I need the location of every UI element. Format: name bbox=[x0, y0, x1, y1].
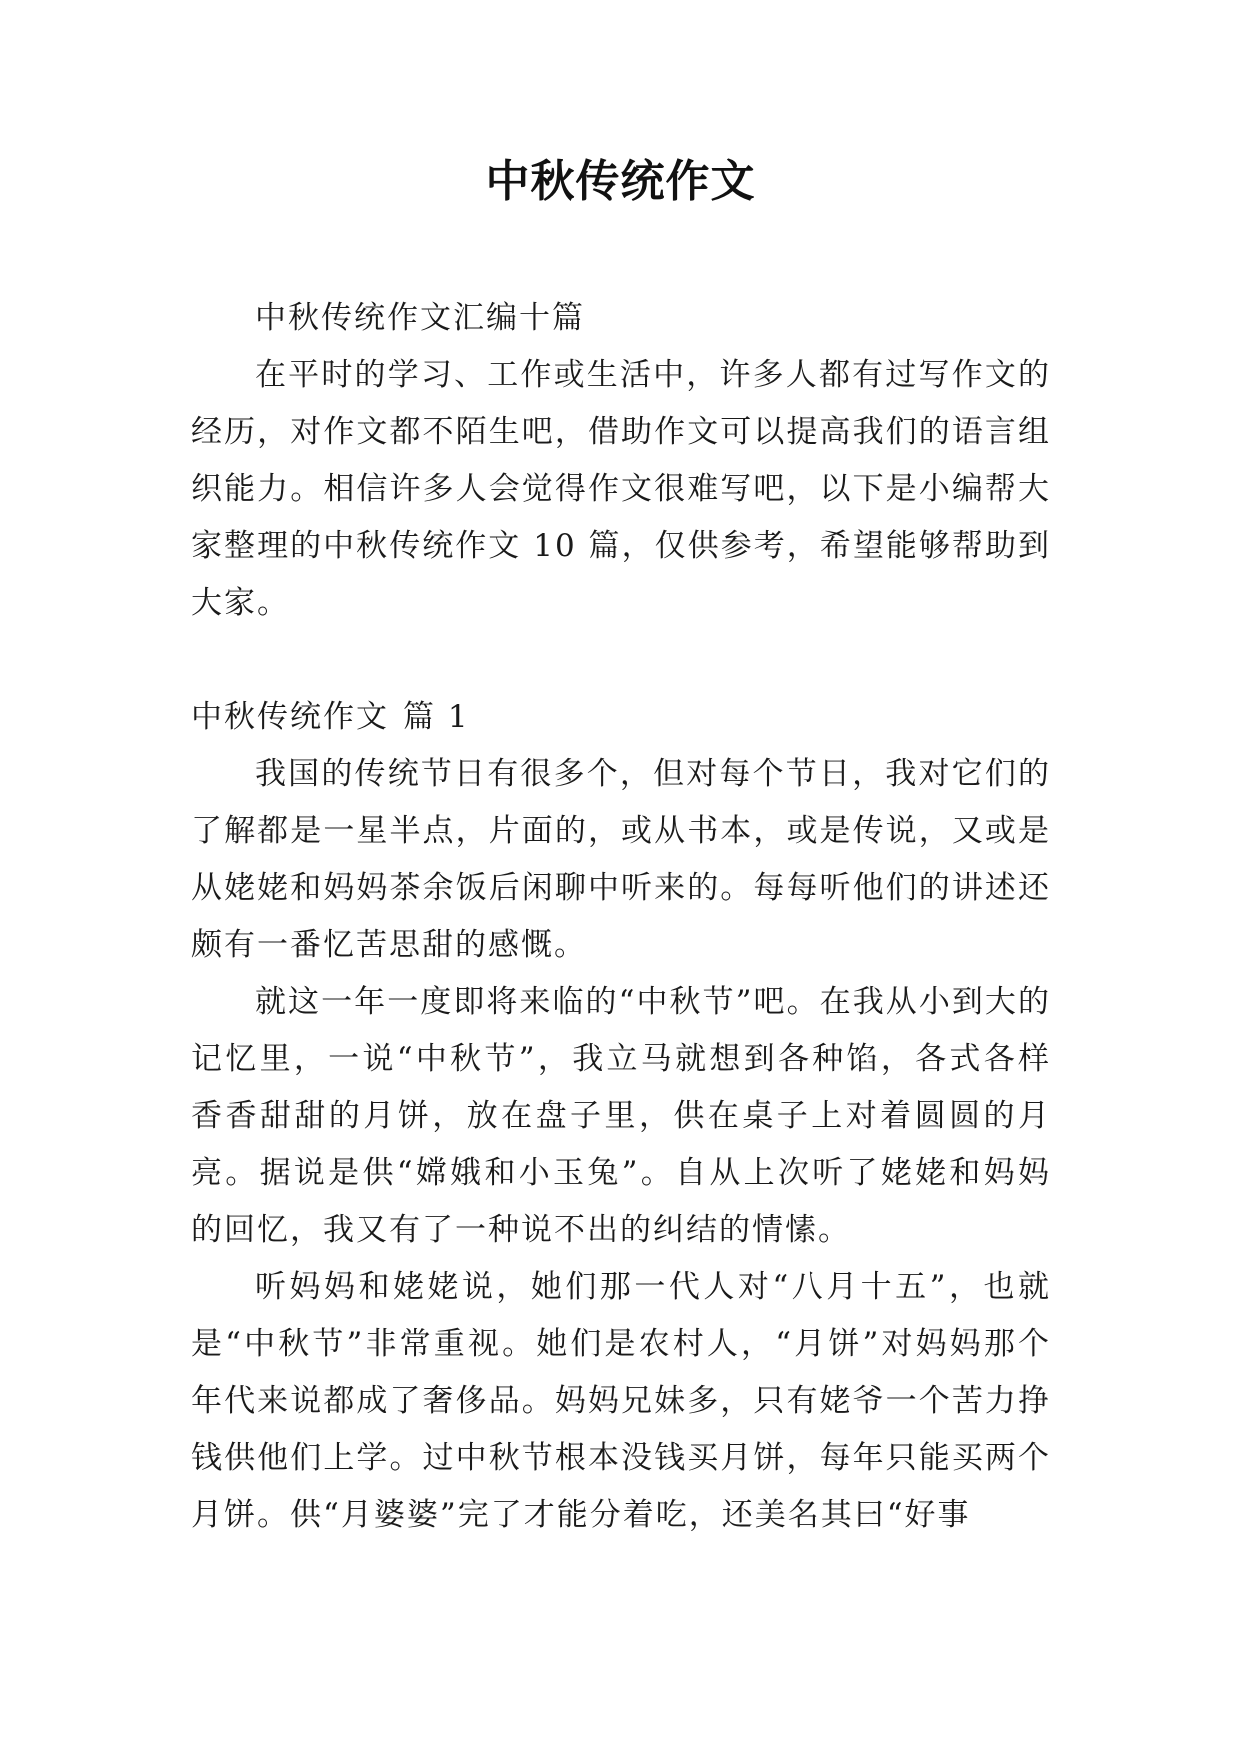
document-title: 中秋传统作文 bbox=[485, 156, 756, 207]
intro-paragraph: 在平时的学习、工作或生活中，许多人都有过写作文的经历，对作文都不陌生吧，借助作文可以提高我们的语言组织能力。相信许多人会觉得作文很难写吧，以下是小编帮大家整理的中秋传统作文 10 篇，仅供参考，希望能够帮助到大家。 bbox=[191, 357, 1051, 621]
document-body bbox=[191, 290, 1051, 1544]
section-heading-part: 篇 1 bbox=[403, 699, 470, 735]
section-heading bbox=[191, 689, 1051, 746]
section-heading-title: 中秋传统作文 bbox=[191, 699, 389, 735]
document-subtitle: 中秋传统作文汇编十篇 bbox=[255, 300, 585, 336]
essay-paragraph-1: 我国的传统节日有很多个，但对每个节日，我对它们的了解都是一星半点，片面的，或从书本，或是传说，又或是从姥姥和妈妈茶余饭后闲聊中听来的。每每听他们的讲述还颇有一番忆苦思甜的感慨。 bbox=[191, 756, 1051, 963]
essay-paragraph-2: 就这一年一度即将来临的“中秋节”吧。在我从小到大的记忆里，一说“中秋节”，我立马就想到各种馅，各式各样香香甜甜的月饼，放在盘子里，供在桌子上对着圆圆的月亮。据说是供“嫦娥和小玉兔”。自从上次听了姥姥和妈妈的回忆，我又有了一种说不出的纠结的情愫。 bbox=[191, 984, 1051, 1248]
section-spacer bbox=[191, 632, 1051, 689]
essay-paragraph-3: 听妈妈和姥姥说，她们那一代人对“八月十五”，也就是“中秋节”非常重视。她们是农村人，“月饼”对妈妈那个年代来说都成了奢侈品。妈妈兄妹多，只有姥爷一个苦力挣钱供他们上学。过中秋节根本没钱买月饼，每年只能买两个月饼。供“月婆婆”完了才能分着吃，还美名其曰“好事 bbox=[191, 1269, 1051, 1533]
